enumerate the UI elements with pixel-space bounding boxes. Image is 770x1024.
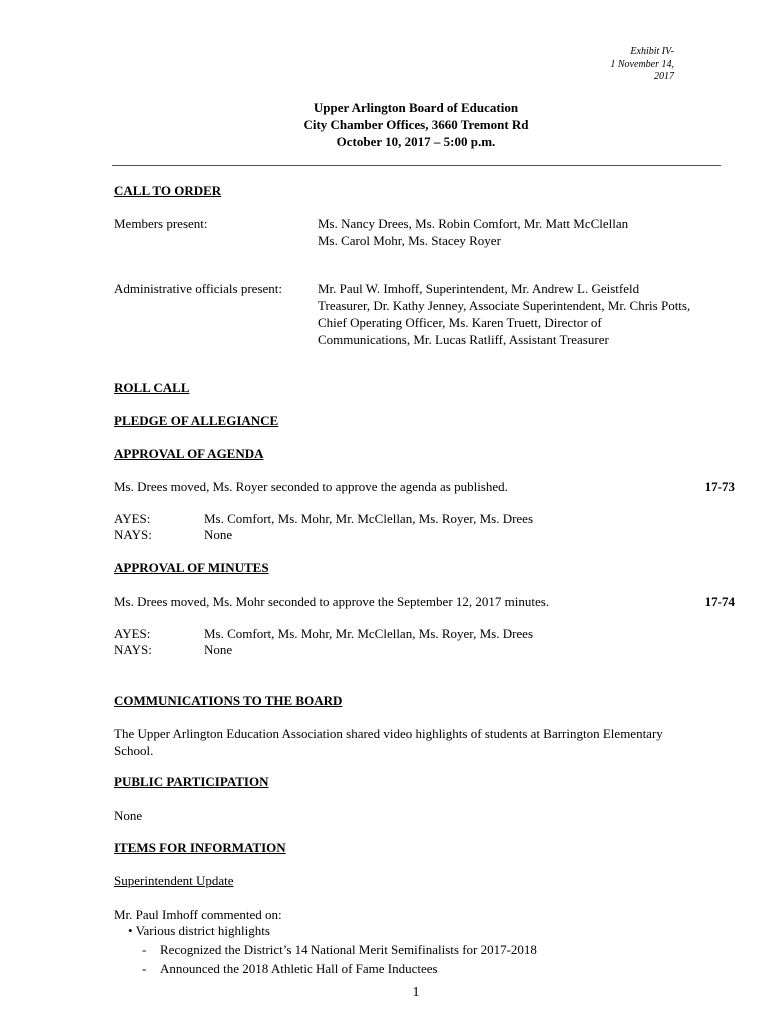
members-label: Members present: bbox=[114, 216, 208, 231]
members-list bbox=[318, 215, 718, 249]
minutes-nays: None bbox=[204, 642, 233, 657]
public-participation-heading: PUBLIC PARTICIPATION bbox=[114, 774, 269, 789]
minutes-motion-number: 17-74 bbox=[704, 594, 735, 609]
list-item-text: Announced the 2018 Athletic Hall of Fame Inductees bbox=[160, 961, 438, 976]
minutes-motion: Ms. Drees moved, Ms. Mohr seconded to approve the September 12, 2017 minutes. bbox=[114, 594, 550, 609]
members-line-2: Ms. Carol Mohr, Ms. Stacey Royer bbox=[318, 233, 501, 248]
communications-text bbox=[114, 725, 734, 759]
roll-call-heading: ROLL CALL bbox=[114, 380, 190, 395]
communications-heading: COMMUNICATIONS TO THE BOARD bbox=[114, 693, 343, 708]
header-date: October 10, 2017 – 5:00 p.m. bbox=[336, 134, 496, 149]
header-title: Upper Arlington Board of Education bbox=[313, 100, 519, 115]
pledge-heading: PLEDGE OF ALLEGIANCE bbox=[114, 413, 279, 428]
minutes-ayes: Ms. Comfort, Ms. Mohr, Mr. McClellan, Ms. Royer, Ms. Drees bbox=[204, 626, 534, 641]
information-bullet: • Various district highlights bbox=[128, 923, 270, 938]
agenda-nays: None bbox=[204, 527, 233, 542]
agenda-heading: APPROVAL OF AGENDA bbox=[114, 446, 264, 461]
agenda-motion: Ms. Drees moved, Ms. Royer seconded to approve the agenda as published. bbox=[114, 479, 508, 494]
agenda-motion-number: 17-73 bbox=[704, 479, 735, 494]
admin-line-1: Mr. Paul W. Imhoff, Superintendent, Mr. Andrew L. Geistfeld bbox=[318, 281, 640, 296]
public-participation-text: None bbox=[114, 808, 143, 823]
dash-marker: - bbox=[142, 961, 147, 976]
members-line-1: Ms. Nancy Drees, Ms. Robin Comfort, Mr. Matt McClellan bbox=[318, 216, 629, 231]
agenda-nays-label: NAYS: bbox=[114, 527, 152, 542]
exhibit-line-1: Exhibit IV- bbox=[630, 46, 674, 57]
exhibit-line-2: 1 November 14, bbox=[610, 58, 674, 70]
dash-marker: - bbox=[142, 942, 147, 957]
information-heading: ITEMS FOR INFORMATION bbox=[114, 840, 286, 855]
list-item-text: Recognized the District’s 14 National Merit Semifinalists for 2017-2018 bbox=[160, 942, 537, 957]
call-to-order-heading: CALL TO ORDER bbox=[114, 183, 222, 198]
document-header bbox=[0, 99, 770, 150]
admin-line-3: Chief Operating Officer, Ms. Karen Truett, Director of bbox=[318, 315, 602, 330]
admin-line-2: Treasurer, Dr. Kathy Jenney, Associate Superintendent, Mr. Chris Potts, bbox=[318, 298, 691, 313]
superintendent-update-subheading: Superintendent Update bbox=[114, 873, 234, 888]
communications-line-2: School. bbox=[114, 743, 154, 758]
page-number: 1 bbox=[412, 985, 420, 1000]
list-item bbox=[142, 961, 438, 977]
exhibit-label bbox=[610, 46, 674, 84]
minutes-nays-label: NAYS: bbox=[114, 642, 152, 657]
header-location: City Chamber Offices, 3660 Tremont Rd bbox=[303, 117, 529, 132]
minutes-heading: APPROVAL OF MINUTES bbox=[114, 560, 269, 575]
exhibit-line-3: 2017 bbox=[654, 71, 674, 82]
header-divider bbox=[112, 165, 721, 166]
admin-line-4: Communications, Mr. Lucas Ratliff, Assistant Treasurer bbox=[318, 332, 609, 347]
admin-list bbox=[318, 280, 728, 348]
admin-label: Administrative officials present: bbox=[114, 281, 282, 296]
list-item bbox=[142, 942, 537, 958]
agenda-ayes-label: AYES: bbox=[114, 511, 151, 526]
minutes-ayes-label: AYES: bbox=[114, 626, 151, 641]
agenda-ayes: Ms. Comfort, Ms. Mohr, Mr. McClellan, Ms. Royer, Ms. Drees bbox=[204, 511, 534, 526]
information-intro: Mr. Paul Imhoff commented on: bbox=[114, 907, 282, 922]
communications-line-1: The Upper Arlington Education Association shared video highlights of students at Barrington Elementary bbox=[114, 726, 663, 741]
